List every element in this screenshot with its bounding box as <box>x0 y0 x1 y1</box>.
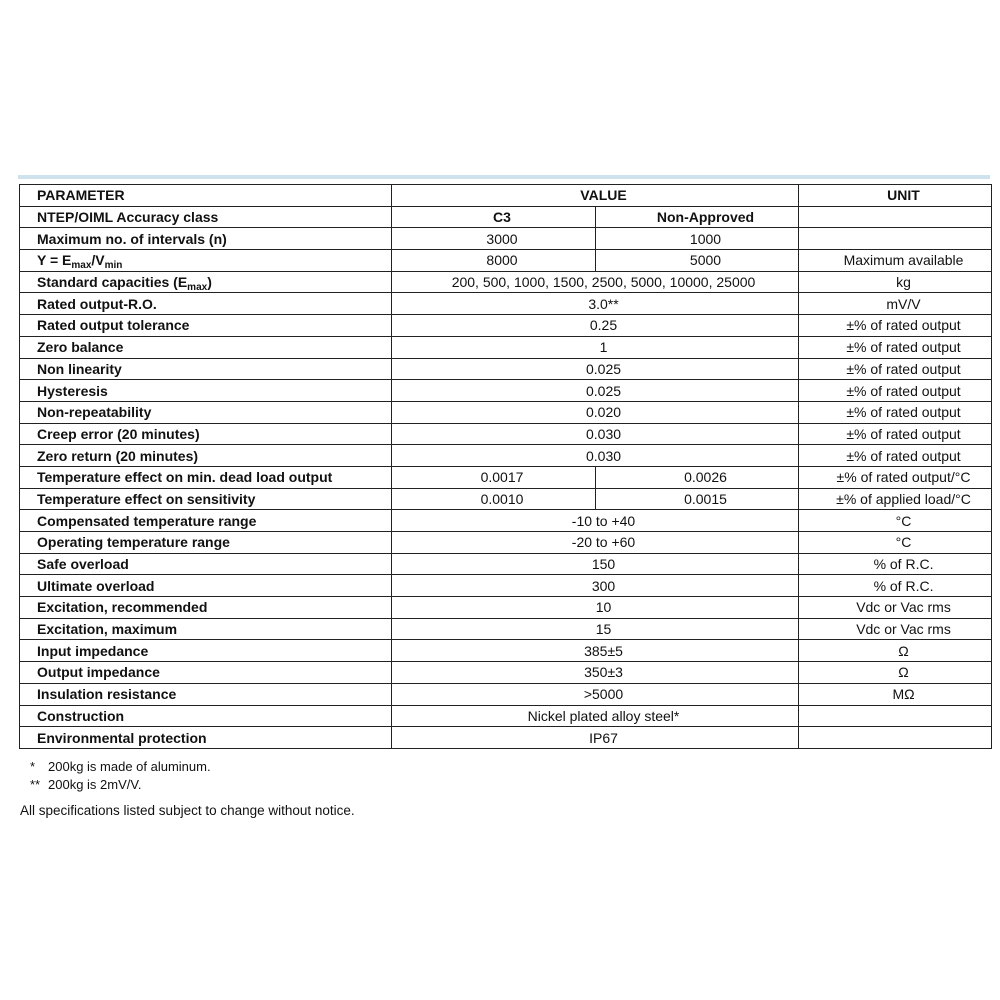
value-cell: 300 <box>392 575 799 597</box>
value-cell: 385±5 <box>392 640 799 662</box>
value-header: VALUE <box>392 185 799 207</box>
param-label: Creep error (20 minutes) <box>20 423 392 445</box>
unit-cell: ±% of rated output <box>799 380 992 402</box>
param-label: NTEP/OIML Accuracy class <box>20 206 392 228</box>
header-row <box>20 185 992 207</box>
table-row <box>20 293 992 315</box>
param-label: Standard capacities $(E_{max})$ <box>20 271 392 293</box>
param-label: Hysteresis <box>20 380 392 402</box>
non-approved-value: 0.0026 <box>596 466 799 488</box>
param-label: Maximum no. of intervals (n) <box>20 228 392 250</box>
param-label: Rated output-R.O. <box>20 293 392 315</box>
unit-cell: % of R.C. <box>799 575 992 597</box>
unit-cell: ±% of rated output <box>799 445 992 467</box>
table-row <box>20 336 992 358</box>
y-ratio-row <box>20 250 992 272</box>
unit-cell: ±% of rated output <box>799 401 992 423</box>
footnotes <box>30 758 211 794</box>
table-row <box>20 510 992 532</box>
value-cell: 200, 500, 1000, 1500, 2500, 5000, 10000, 25000 <box>392 271 799 293</box>
unit-cell <box>799 206 992 228</box>
table-row <box>20 445 992 467</box>
param-label: Rated output tolerance <box>20 315 392 337</box>
unit-cell: mV/V <box>799 293 992 315</box>
param-label: Operating temperature range <box>20 532 392 554</box>
table-row <box>20 618 992 640</box>
value-cell: 0.025 <box>392 380 799 402</box>
unit-cell: ±% of rated output <box>799 358 992 380</box>
param-label: Temperature effect on sensitivity <box>20 488 392 510</box>
unit-cell: ±% of rated output <box>799 315 992 337</box>
unit-cell: Vdc or Vac rms <box>799 597 992 619</box>
non-approved-value: 1000 <box>596 228 799 250</box>
unit-cell: ±% of rated output/°C <box>799 466 992 488</box>
param-label: Excitation, recommended <box>20 597 392 619</box>
table-row <box>20 553 992 575</box>
param-label: Zero return (20 minutes) <box>20 445 392 467</box>
value-cell: 0.030 <box>392 445 799 467</box>
table-row <box>20 423 992 445</box>
unit-cell: °C <box>799 510 992 532</box>
unit-cell: ±% of rated output <box>799 336 992 358</box>
table-row <box>20 358 992 380</box>
c3-header: C3 <box>392 206 596 228</box>
disclaimer-text: All specifications listed subject to change without notice. <box>20 803 355 818</box>
param-label: Input impedance <box>20 640 392 662</box>
value-cell: IP67 <box>392 727 799 749</box>
table-row <box>20 401 992 423</box>
table-row <box>20 575 992 597</box>
unit-cell: °C <box>799 532 992 554</box>
value-cell: Nickel plated alloy steel* <box>392 705 799 727</box>
table-row <box>20 597 992 619</box>
value-cell: 10 <box>392 597 799 619</box>
accuracy-class-row <box>20 206 992 228</box>
unit-cell: ±% of rated output <box>799 423 992 445</box>
unit-cell <box>799 705 992 727</box>
value-cell: 0.030 <box>392 423 799 445</box>
value-cell: 150 <box>392 553 799 575</box>
unit-cell: Vdc or Vac rms <box>799 618 992 640</box>
param-label: Compensated temperature range <box>20 510 392 532</box>
param-label: Environmental protection <box>20 727 392 749</box>
footnote-1: * 200kg is made of aluminum. <box>30 759 211 774</box>
param-label: Construction <box>20 705 392 727</box>
table-row <box>20 380 992 402</box>
table-row <box>20 683 992 705</box>
capacities-row <box>20 271 992 293</box>
table-row <box>20 315 992 337</box>
table-row <box>20 727 992 749</box>
param-label: Non-repeatability <box>20 401 392 423</box>
unit-cell: Ω <box>799 662 992 684</box>
table-row <box>20 662 992 684</box>
unit-cell: kg <box>799 271 992 293</box>
param-label: Non linearity <box>20 358 392 380</box>
value-cell: 350±3 <box>392 662 799 684</box>
value-cell: 15 <box>392 618 799 640</box>
param-label: Insulation resistance <box>20 683 392 705</box>
unit-cell: Ω <box>799 640 992 662</box>
unit-cell: MΩ <box>799 683 992 705</box>
unit-cell: % of R.C. <box>799 553 992 575</box>
parameter-header: PARAMETER <box>20 185 392 207</box>
non-approved-value: 5000 <box>596 250 799 272</box>
value-cell: -10 to +40 <box>392 510 799 532</box>
table-row <box>20 640 992 662</box>
c3-value: 8000 <box>392 250 596 272</box>
param-label: Safe overload <box>20 553 392 575</box>
unit-header: UNIT <box>799 185 992 207</box>
param-label: Zero balance <box>20 336 392 358</box>
footnote-2: ** 200kg is 2mV/V. <box>30 777 142 792</box>
temp-dead-load-row <box>20 466 992 488</box>
unit-cell <box>799 228 992 250</box>
c3-value: 0.0010 <box>392 488 596 510</box>
param-label: Temperature effect on min. dead load output <box>20 466 392 488</box>
value-cell: >5000 <box>392 683 799 705</box>
non-approved-value: 0.0015 <box>596 488 799 510</box>
value-cell: 1 <box>392 336 799 358</box>
value-cell: 3.0** <box>392 293 799 315</box>
table-row <box>20 705 992 727</box>
non-approved-header: Non-Approved <box>596 206 799 228</box>
temp-sensitivity-row <box>20 488 992 510</box>
param-label: $Y = E_{max}/V_{min}$ <box>20 250 392 272</box>
value-cell: 0.020 <box>392 401 799 423</box>
param-label: Excitation, maximum <box>20 618 392 640</box>
table-row <box>20 532 992 554</box>
top-divider-bar <box>18 175 990 179</box>
value-cell: 0.025 <box>392 358 799 380</box>
value-cell: 0.25 <box>392 315 799 337</box>
param-label: Ultimate overload <box>20 575 392 597</box>
param-label: Output impedance <box>20 662 392 684</box>
unit-cell <box>799 727 992 749</box>
c3-value: 0.0017 <box>392 466 596 488</box>
intervals-row <box>20 228 992 250</box>
specification-table <box>19 184 992 749</box>
unit-cell: Maximum available <box>799 250 992 272</box>
unit-cell: ±% of applied load/°C <box>799 488 992 510</box>
value-cell: -20 to +60 <box>392 532 799 554</box>
c3-value: 3000 <box>392 228 596 250</box>
